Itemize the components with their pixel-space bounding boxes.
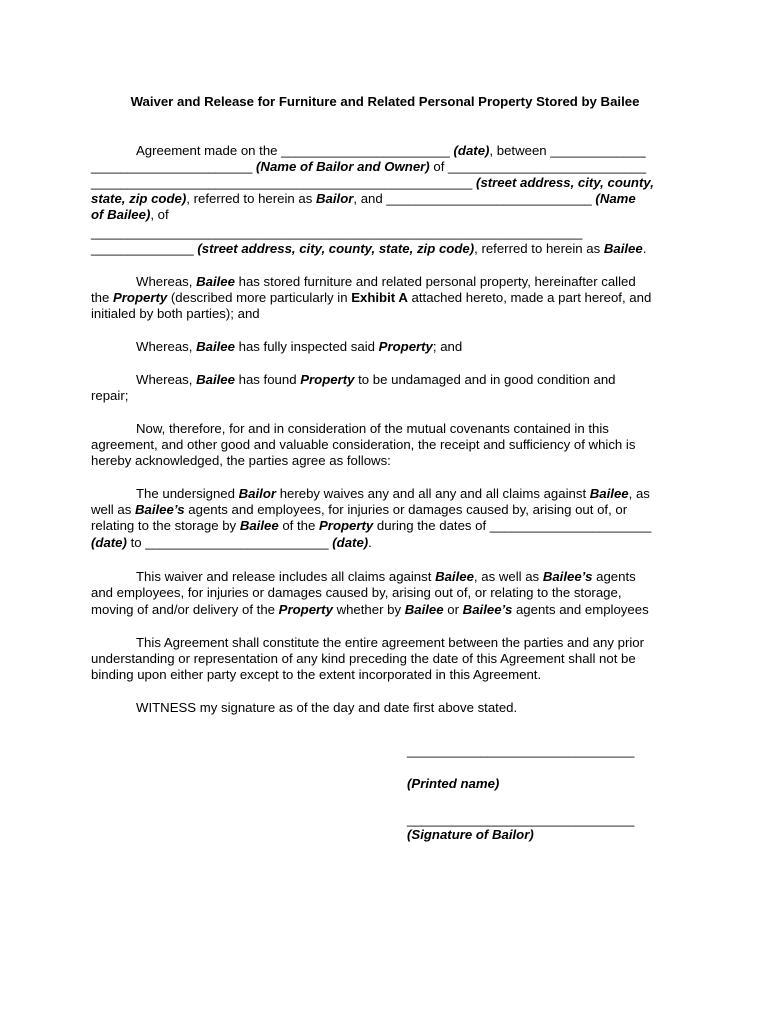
release-line-3: moving of and/or delivery of the Property whether by Bailee or Bailee’s agents and employees — [91, 602, 649, 617]
agreement-line-4: state, zip code), referred to herein as Bailor, and ____________________________ (Name — [91, 191, 636, 206]
agreement-line-3: ____________________________________________________ (street address, city, county, — [91, 175, 654, 190]
agreement-line-5: of Bailee), of — [91, 207, 169, 222]
consideration-line-3: hereby acknowledged, the parties agree as follows: — [91, 453, 391, 468]
waiver-line-2: well as Bailee’s agents and employees, for injuries or damages caused by, arising out of, or — [91, 502, 628, 517]
signature-line: _______________________________ — [407, 812, 635, 827]
agreement-line-1: Agreement made on the _______________________ (date), between _____________ — [136, 143, 646, 158]
whereas-stored-line-3: initialed by both parties); and — [91, 306, 260, 321]
agreement-line-6: ___________________________________________________________________ — [91, 225, 583, 240]
whereas-stored-line-1: Whereas, Bailee has stored furniture and related personal property, hereinafter called — [136, 274, 636, 289]
whereas-stored-line-2: the Property (described more particularly in Exhibit A attached hereto, made a part hereof, and — [91, 290, 652, 305]
printed-name-label: (Printed name) — [407, 776, 500, 791]
document-title: Waiver and Release for Furniture and Related Personal Property Stored by Bailee — [130, 94, 640, 109]
printed-name-line: _______________________________ — [407, 743, 635, 758]
agreement-line-2: ______________________ (Name of Bailor and Owner) of ___________________________ — [91, 159, 647, 174]
waiver-line-1: The undersigned Bailor hereby waives any and all any and all claims against Bailee, as — [136, 486, 650, 501]
entire-agreement-line-3: binding upon either party except to the extent incorporated in this Agreement. — [91, 667, 542, 682]
whereas-undamaged-line-2: repair; — [91, 388, 129, 403]
waiver-line-3: relating to the storage by Bailee of the Property during the dates of ______________________ — [91, 518, 652, 533]
consideration-line-2: agreement, and other good and valuable consideration, the receipt and sufficiency of which is — [91, 437, 636, 452]
release-line-2: and employees, for injuries or damages caused by, arising out of, or relating to the storage, — [91, 585, 622, 600]
whereas-inspected: Whereas, Bailee has fully inspected said Property; and — [136, 339, 463, 354]
whereas-undamaged-line-1: Whereas, Bailee has found Property to be undamaged and in good condition and — [136, 372, 616, 387]
entire-agreement-line-1: This Agreement shall constitute the entire agreement between the parties and any prior — [136, 635, 645, 650]
entire-agreement-line-2: understanding or representation of any kind preceding the date of this Agreement shall not be — [91, 651, 636, 666]
consideration-line-1: Now, therefore, for and in consideration of the mutual covenants contained in this — [136, 421, 609, 436]
agreement-line-7: ______________ (street address, city, county, state, zip code), referred to herein as Bailee. — [91, 241, 647, 256]
witness-statement: WITNESS my signature as of the day and date first above stated. — [136, 700, 518, 715]
signature-of-bailor-label: (Signature of Bailor) — [407, 827, 534, 842]
waiver-line-4: (date) to _________________________ (date). — [91, 535, 372, 550]
release-line-1: This waiver and release includes all claims against Bailee, as well as Bailee’s agents — [136, 569, 636, 584]
